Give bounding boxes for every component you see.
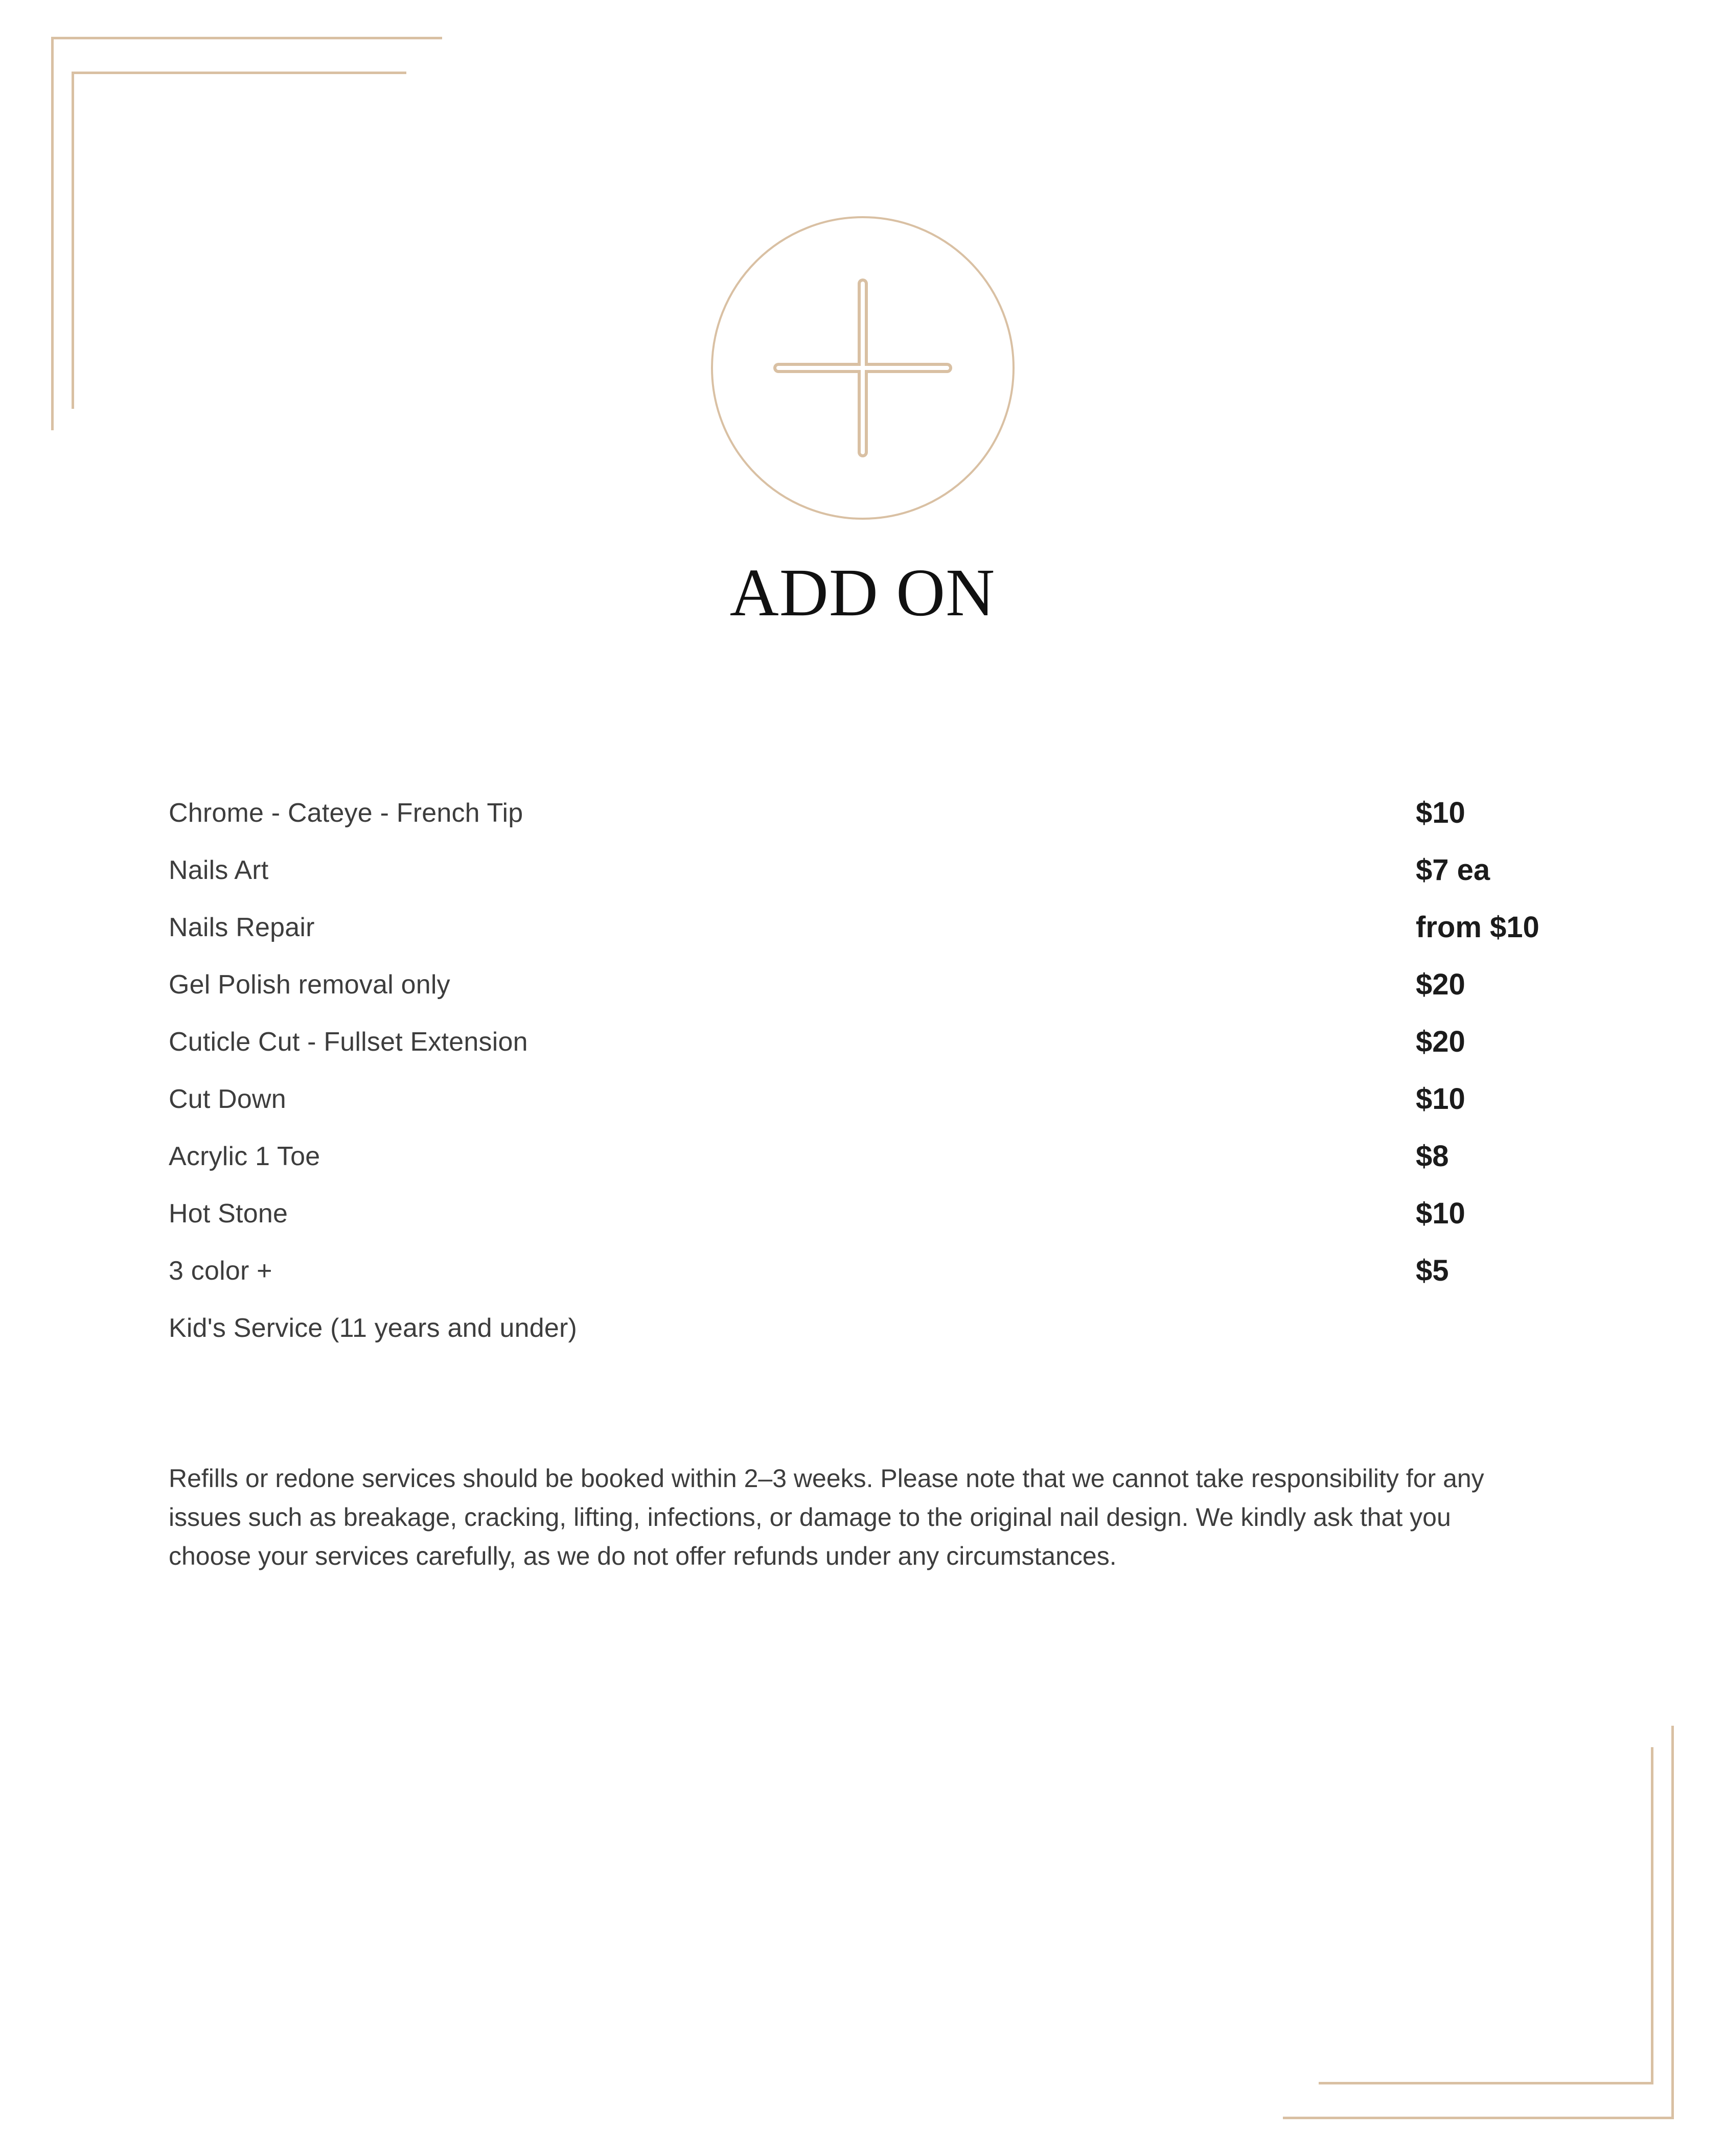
- corner-ornament-bottom-right: [1265, 1696, 1725, 2156]
- service-price: $8: [1416, 1140, 1449, 1173]
- service-name: Chrome - Cateye - French Tip: [169, 798, 523, 828]
- list-item: [169, 842, 1615, 899]
- list-item: [169, 1013, 1615, 1071]
- list-item: [169, 1071, 1615, 1128]
- list-item: [169, 784, 1615, 842]
- page-header: [0, 215, 1725, 632]
- service-price-list: [169, 784, 1615, 1357]
- corner-line-horizontal-inner: [72, 72, 406, 74]
- service-name: Kid's Service (11 years and under): [169, 1313, 578, 1343]
- service-name: Acrylic 1 Toe: [169, 1142, 320, 1171]
- service-price: $20: [1416, 1025, 1465, 1058]
- list-item: [169, 1300, 1615, 1357]
- corner-line-vertical-inner: [1651, 1747, 1653, 2084]
- service-name: Gel Polish removal only: [169, 970, 450, 1000]
- corner-line-horizontal-outer: [51, 37, 442, 39]
- plus-in-circle-icon: [709, 215, 1016, 521]
- service-price: $20: [1416, 968, 1465, 1001]
- service-price: $7 ea: [1416, 853, 1490, 887]
- list-item: [169, 1128, 1615, 1185]
- list-item: [169, 1185, 1615, 1242]
- corner-line-horizontal-outer: [1283, 2117, 1674, 2119]
- service-name: Cut Down: [169, 1084, 286, 1114]
- policy-disclaimer: Refills or redone services should be booked within 2–3 weeks. Please note that we cannot take responsibility for any issues such as breakage, cracking, lifting, infections, or damage to the original nail design. We kindly ask that you choose your services carefully, as we do not offer refunds under any circumstances.: [169, 1464, 1484, 1570]
- service-name: 3 color +: [169, 1256, 272, 1286]
- service-name: Hot Stone: [169, 1199, 288, 1228]
- service-price: $5: [1416, 1254, 1449, 1287]
- page-title: ADD ON: [729, 554, 996, 630]
- service-name: Nails Art: [169, 855, 269, 885]
- service-price: $10: [1416, 1197, 1465, 1230]
- corner-line-horizontal-inner: [1319, 2082, 1653, 2084]
- service-price: $10: [1416, 796, 1465, 829]
- list-item: [169, 1242, 1615, 1300]
- list-item: [169, 899, 1615, 956]
- service-price: $10: [1416, 1082, 1465, 1116]
- corner-line-vertical-outer: [1671, 1726, 1674, 2119]
- list-item: [169, 956, 1615, 1013]
- service-name: Nails Repair: [169, 913, 315, 942]
- service-name: Cuticle Cut - Fullset Extension: [169, 1027, 528, 1057]
- service-price: from $10: [1416, 911, 1539, 944]
